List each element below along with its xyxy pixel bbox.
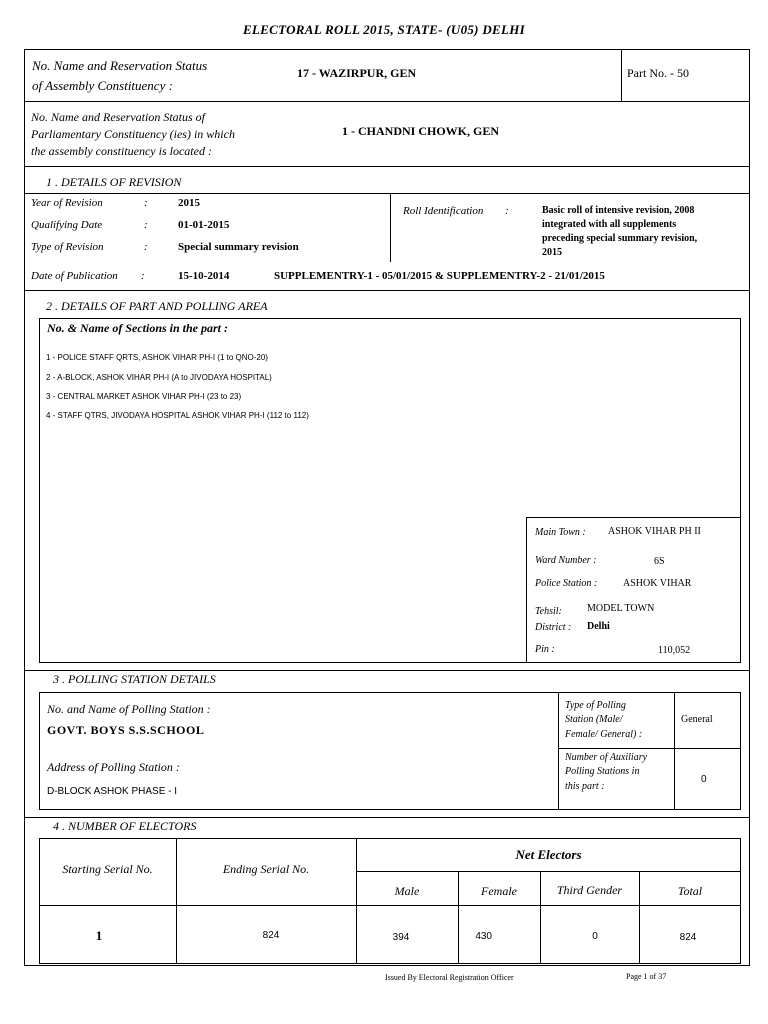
male-value: 394 bbox=[392, 932, 410, 943]
third-gender-value: 0 bbox=[592, 931, 598, 942]
col-end-serial: Ending Serial No. bbox=[222, 862, 310, 876]
type-colon: : bbox=[144, 241, 148, 253]
parliamentary-label-line3: the assembly constituency is located : bbox=[31, 144, 212, 158]
station-value: GOVT. BOYS S.S.SCHOOL bbox=[47, 723, 205, 737]
parliamentary-label-line2: Parliamentary Constituency (ies) in which bbox=[31, 127, 235, 141]
document-title: ELECTORAL ROLL 2015, STATE- (U05) DELHI bbox=[242, 22, 526, 37]
roll-id-colon: : bbox=[505, 205, 509, 217]
year-value: 2015 bbox=[178, 197, 200, 209]
assembly-value: 17 - WAZIRPUR, GEN bbox=[297, 66, 417, 80]
page-number: Page 1 of 37 bbox=[626, 972, 667, 981]
police-label: Police Station : bbox=[535, 578, 598, 589]
ward-label: Ward Number : bbox=[535, 555, 597, 566]
ward-value: 6S bbox=[654, 556, 665, 567]
section-item: 4 - STAFF QTRS, JIVODAYA HOSPITAL ASHOK VIHAR PH-I (112 to 112) bbox=[46, 411, 309, 420]
col-third-gender: Third Gender bbox=[556, 883, 623, 897]
part-number: Part No. - 50 bbox=[627, 66, 689, 80]
female-value: 430 bbox=[475, 931, 492, 942]
tehsil-label: Tehsil: bbox=[535, 606, 562, 617]
main-town-value: ASHOK VIHAR PH II bbox=[608, 526, 701, 537]
section-item: 1 - POLICE STAFF QRTS, ASHOK VIHAR PH-I (1 to QNO-20) bbox=[46, 353, 268, 362]
roll-id-line1: Basic roll of intensive revision, 2008 bbox=[542, 205, 695, 216]
supplements: SUPPLEMENTRY-1 - 05/01/2015 & SUPPLEMENTRY-2 - 21/01/2015 bbox=[274, 270, 605, 282]
section-item: 3 - CENTRAL MARKET ASHOK VIHAR PH-I (23 to 23) bbox=[46, 392, 242, 401]
address-label: Address of Polling Station : bbox=[47, 760, 180, 774]
qualifying-value: 01-01-2015 bbox=[178, 219, 230, 231]
end-serial-value: 824 bbox=[262, 930, 280, 941]
main-town-label: Main Town : bbox=[535, 527, 586, 538]
station-type-value: General bbox=[681, 714, 713, 725]
aux-label-line3: this part : bbox=[565, 781, 605, 792]
col-start-serial: Starting Serial No. bbox=[62, 862, 153, 876]
district-value: Delhi bbox=[587, 621, 610, 632]
assembly-label-line1: No. Name and Reservation Status bbox=[32, 58, 208, 73]
address-value: D-BLOCK ASHOK PHASE - I bbox=[47, 786, 178, 797]
police-value: ASHOK VIHAR bbox=[623, 578, 692, 589]
publication-value: 15-10-2014 bbox=[178, 270, 230, 282]
electors-heading: 4 . NUMBER OF ELECTORS bbox=[53, 819, 197, 833]
sections-heading: No. & Name of Sections in the part : bbox=[47, 321, 229, 335]
net-electors-heading: Net Electors bbox=[515, 847, 582, 862]
revision-heading: 1 . DETAILS OF REVISION bbox=[46, 175, 182, 189]
station-label: No. and Name of Polling Station : bbox=[47, 702, 211, 716]
station-type-label-line1: Type of Polling bbox=[565, 700, 626, 711]
qualifying-colon: : bbox=[144, 219, 148, 231]
type-value: Special summary revision bbox=[178, 241, 299, 253]
parliamentary-label-line1: No. Name and Reservation Status of bbox=[31, 110, 205, 124]
type-label: Type of Revision bbox=[31, 241, 104, 253]
col-female: Female bbox=[481, 884, 517, 898]
total-value: 824 bbox=[679, 932, 697, 943]
roll-id-line2: integrated with all supplements bbox=[542, 219, 677, 230]
start-serial-value: 1 bbox=[95, 928, 103, 943]
year-label: Year of Revision bbox=[31, 197, 103, 209]
publication-label: Date of Publication bbox=[31, 270, 118, 282]
polling-heading: 3 . POLLING STATION DETAILS bbox=[53, 672, 216, 686]
part-heading: 2 . DETAILS OF PART AND POLLING AREA bbox=[46, 299, 268, 313]
col-total: Total bbox=[677, 884, 703, 898]
roll-id-label: Roll Identification bbox=[403, 205, 484, 217]
aux-label-line2: Polling Stations in bbox=[565, 766, 640, 777]
pin-value: 110,052 bbox=[658, 645, 691, 656]
district-label: District : bbox=[535, 622, 572, 633]
roll-id-line3: preceding special summary revision, bbox=[542, 233, 698, 244]
aux-label-line1: Number of Auxiliary bbox=[565, 752, 648, 763]
parliamentary-value: 1 - CHANDNI CHOWK, GEN bbox=[342, 124, 500, 138]
assembly-label-line2: of Assembly Constituency : bbox=[32, 78, 173, 93]
area-details-box bbox=[526, 517, 741, 663]
roll-id-line4: 2015 bbox=[542, 247, 562, 258]
col-male: Male bbox=[394, 884, 420, 898]
tehsil-value: MODEL TOWN bbox=[587, 603, 655, 614]
pin-label: Pin : bbox=[535, 644, 555, 655]
station-type-label-line3: Female/ General) : bbox=[565, 729, 643, 740]
aux-value: 0 bbox=[701, 774, 707, 785]
qualifying-label: Qualifying Date bbox=[31, 219, 103, 231]
publication-colon: : bbox=[141, 270, 145, 282]
year-colon: : bbox=[144, 197, 148, 209]
issued-by: Issued By Electoral Registration Officer bbox=[385, 973, 514, 982]
station-type-label-line2: Station (Male/ bbox=[565, 714, 623, 725]
section-item: 2 - A-BLOCK, ASHOK VIHAR PH-I (A to JIVODAYA HOSPITAL) bbox=[46, 373, 272, 382]
